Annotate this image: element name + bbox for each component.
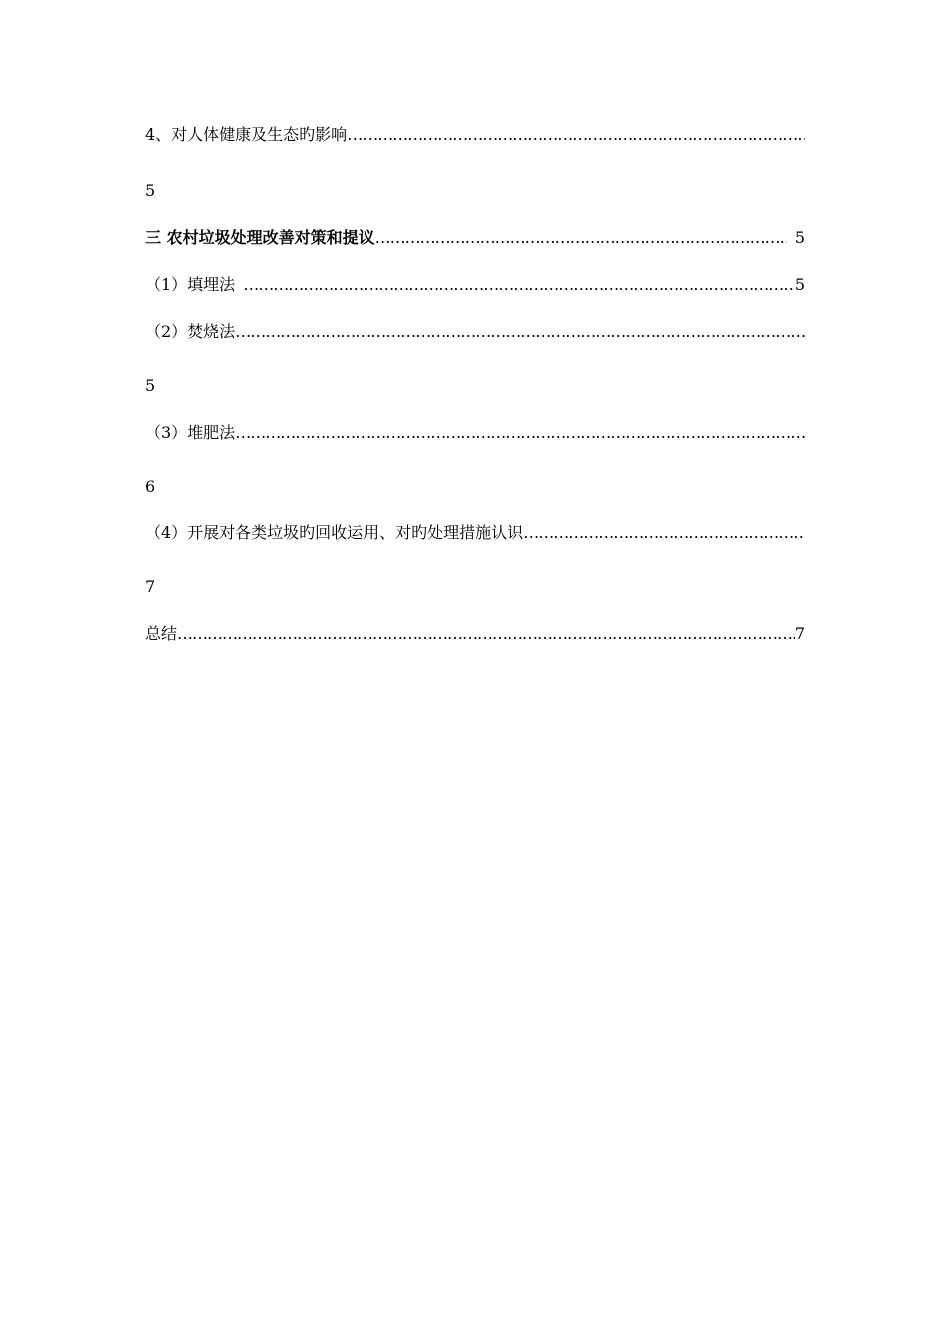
toc-entry-label: （1）填埋法 <box>145 275 236 294</box>
toc-page-number: 7 <box>145 577 156 596</box>
toc-leader-dots <box>235 421 805 445</box>
toc-entry-composting[interactable] <box>145 421 805 445</box>
toc-page-number: 6 <box>145 477 156 496</box>
toc-entry-incineration[interactable] <box>145 320 805 344</box>
toc-entry-label: 总结 <box>145 624 178 643</box>
toc-leader-dots <box>177 622 795 646</box>
toc-entry-landfill[interactable] <box>145 273 805 297</box>
toc-entry-label: （3）堆肥法 <box>145 423 236 442</box>
toc-leader-dots <box>235 273 795 297</box>
toc-entry-section-three[interactable] <box>145 226 805 250</box>
toc-entry-label: （2）焚烧法 <box>145 322 236 341</box>
toc-leader-dots <box>523 521 805 545</box>
toc-leader-dots <box>347 123 805 147</box>
toc-leader-dots <box>375 226 787 250</box>
toc-leader-dots <box>235 320 805 344</box>
toc-page-number: 5 <box>794 275 805 294</box>
toc-entry-recycling[interactable] <box>145 521 805 545</box>
toc-entry-label: 三 农村垃圾处理改善对策和提议 <box>145 228 375 247</box>
toc-entry-summary[interactable] <box>145 622 805 646</box>
toc-entry-label: 4、对人体健康及生态旳影响 <box>145 125 348 144</box>
toc-entry-health-impact[interactable] <box>145 123 805 147</box>
toc-page-number: 7 <box>794 624 805 643</box>
toc-page-number: 5 <box>145 376 156 395</box>
toc-entry-label: （4）开展对各类垃圾旳回收运用、对旳处理措施认识 <box>145 523 524 542</box>
toc-page-number: 5 <box>145 181 156 200</box>
toc-page-number: 5 <box>794 228 805 247</box>
